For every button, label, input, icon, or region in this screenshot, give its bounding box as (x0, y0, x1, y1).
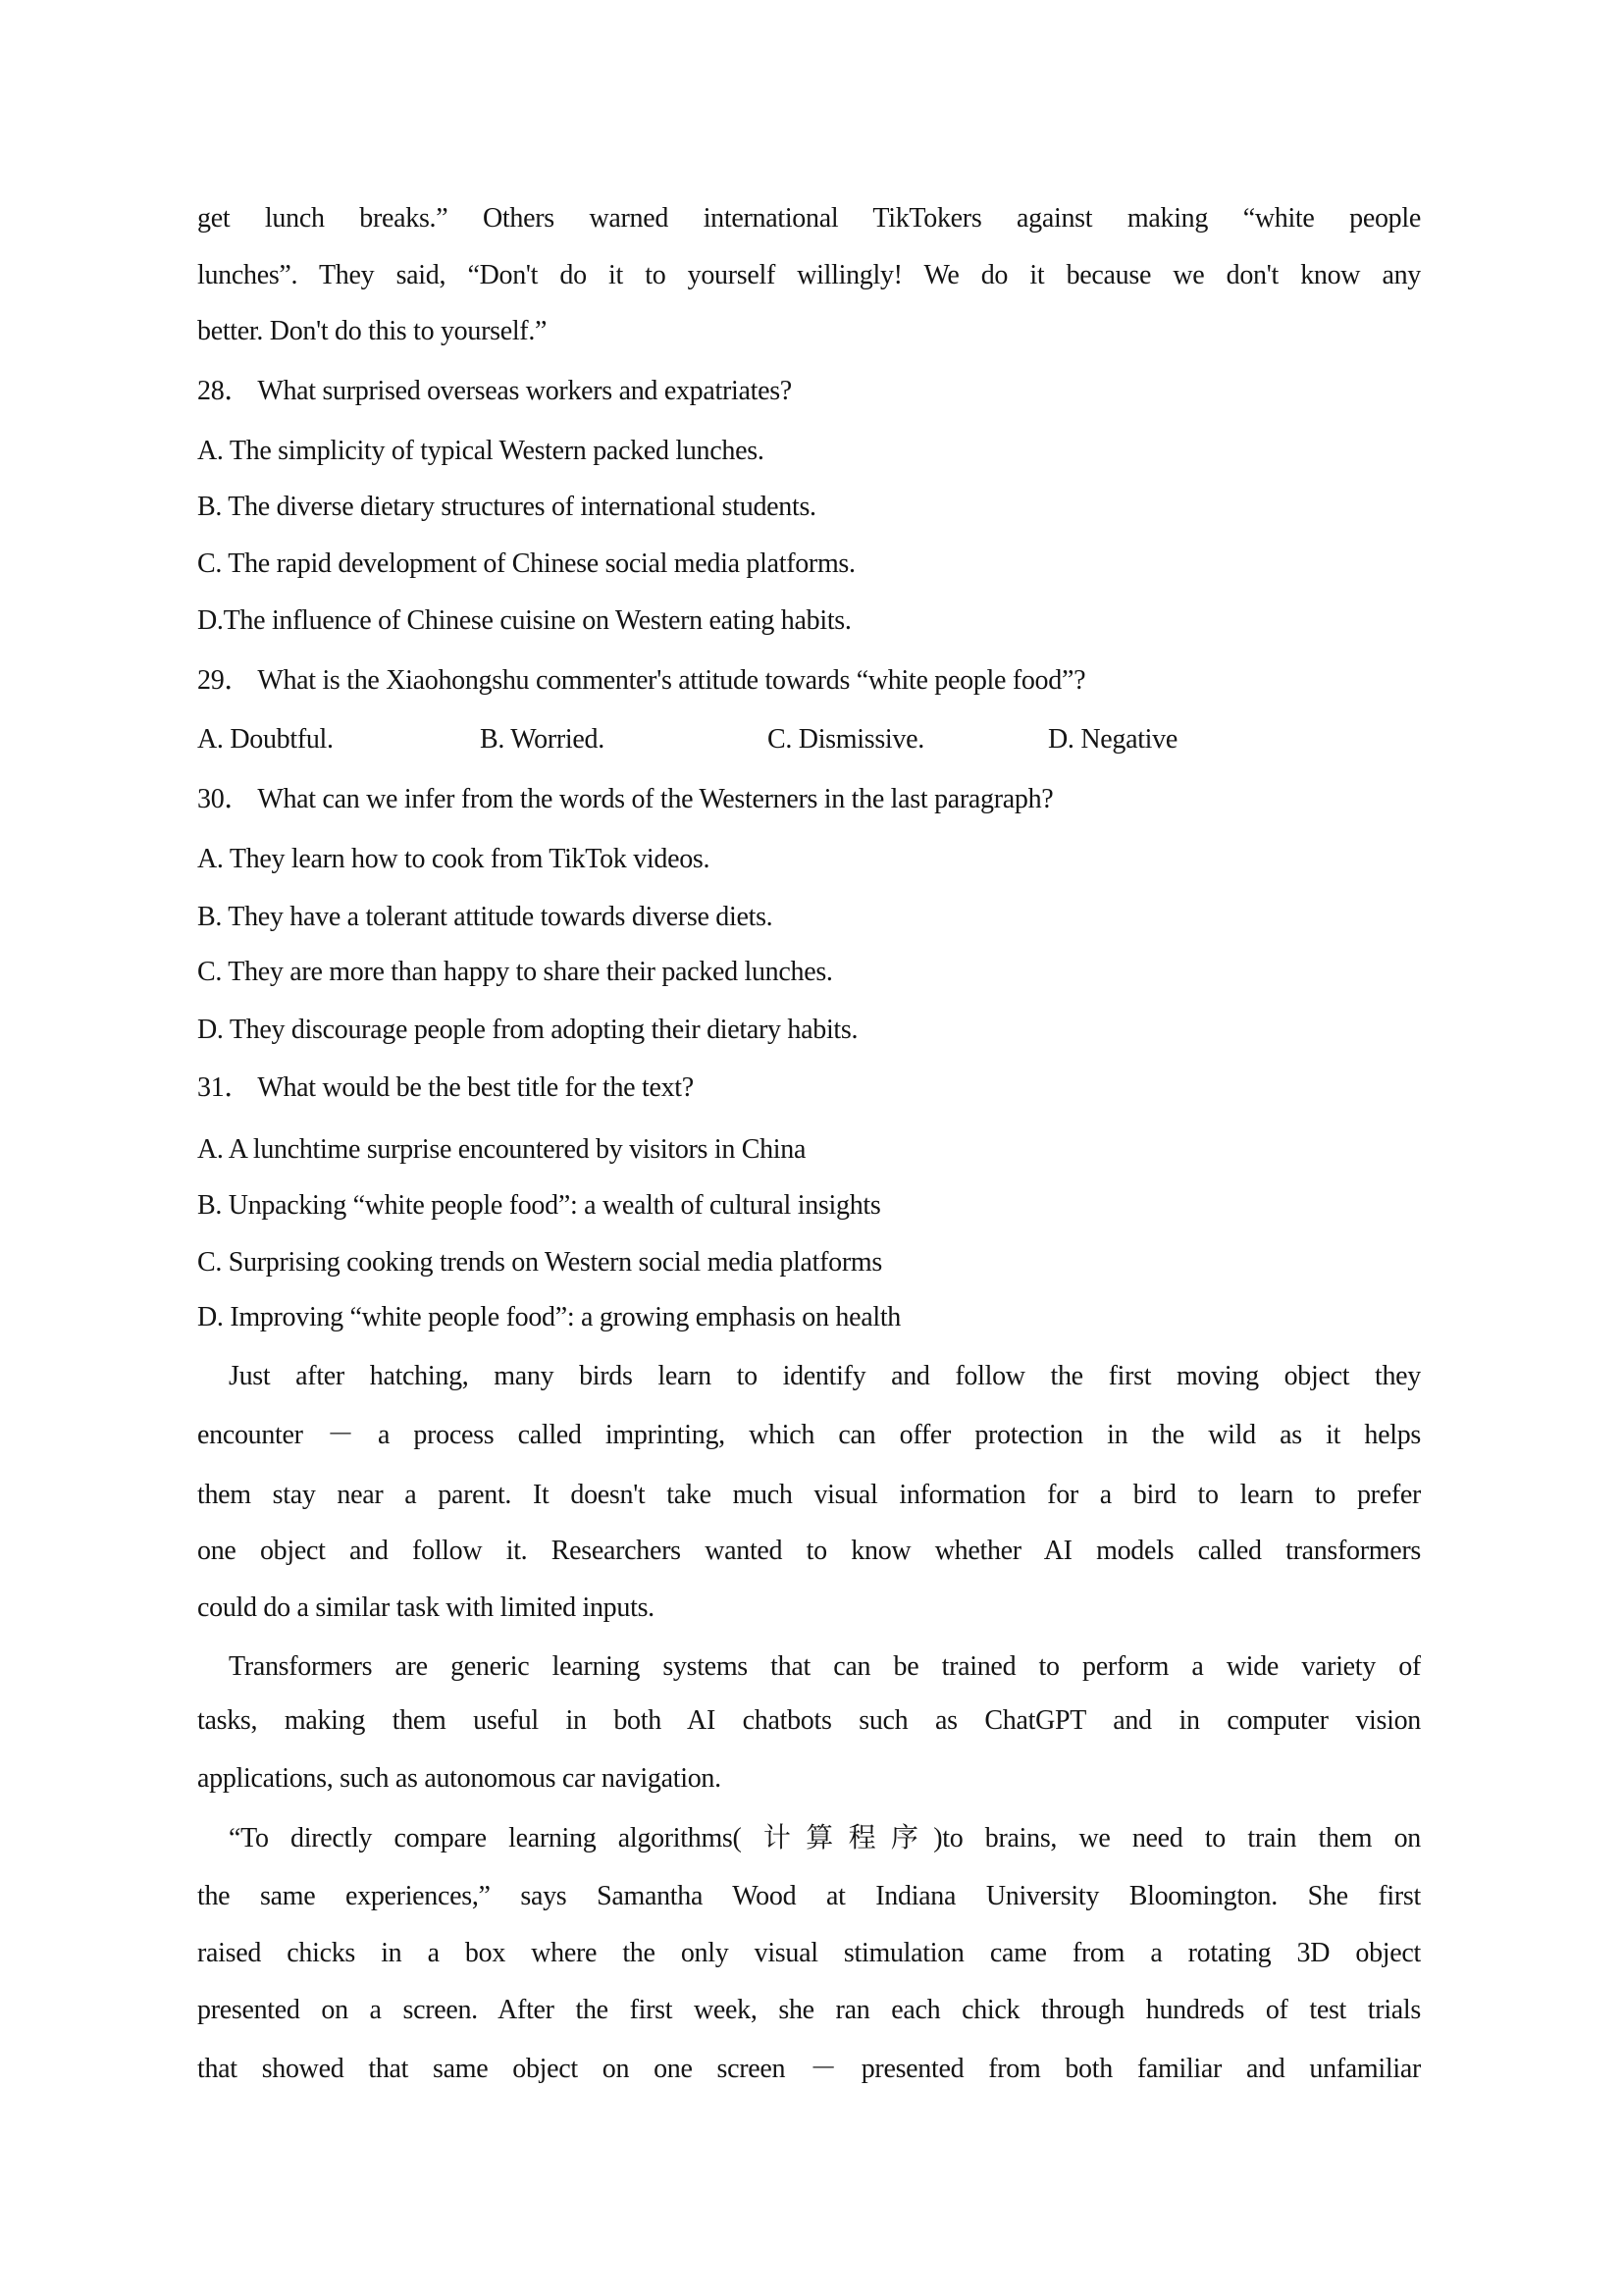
chinese-gloss: 计算程序 (762, 1821, 934, 1853)
passage-line: better. Don't do this to yourself.” (197, 316, 548, 346)
passage-line: encounter － a process called imprinting, which can offer protection in the wild as it helps (197, 1420, 1421, 1450)
options-row (197, 720, 1421, 759)
question-stem (197, 372, 1421, 411)
passage-line: applications, such as autonomous car navigation. (197, 1763, 721, 1794)
question-number: 30． (197, 784, 252, 814)
question-text: What surprised overseas workers and expatriates? (257, 376, 792, 406)
passage-line: presented on a screen. After the first week, she ran each chick through hundreds of test trials (197, 1995, 1421, 2025)
quote-start: “To directly compare learning algorithms( (229, 1823, 742, 1853)
passage-line: raised chicks in a box where the only visual stimulation came from a rotating 3D object (197, 1938, 1421, 1968)
question-text: What is the Xiaohongshu commenter's attitude towards “white people food”? (257, 665, 1086, 696)
option-a: A. They learn how to cook from TikTok videos. (197, 844, 710, 874)
passage-line: Just after hatching, many birds learn to identify and follow the first moving object they (229, 1361, 1421, 1391)
question-stem (197, 1069, 1421, 1108)
passage-line: them stay near a parent. It doesn't take much visual information for a bird to learn to prefer (197, 1480, 1421, 1510)
option-d: D. Negative (1048, 724, 1178, 755)
option-c: C. The rapid development of Chinese social media platforms. (197, 548, 856, 579)
option-b: B. Worried. (480, 724, 604, 755)
question-stem (197, 780, 1421, 819)
option-c: C. They are more than happy to share their packed lunches. (197, 957, 833, 987)
passage-line: tasks, making them useful in both AI chatbots such as ChatGPT and in computer vision (197, 1705, 1421, 1736)
option-a: A. The simplicity of typical Western packed lunches. (197, 436, 764, 466)
passage-line (229, 1818, 1421, 1857)
passage-line: that showed that same object on one screen － presented from both familiar and unfamiliar (197, 2054, 1421, 2084)
passage-line: could do a similar task with limited inputs. (197, 1592, 654, 1623)
option-d: D.The influence of Chinese cuisine on Western eating habits. (197, 605, 852, 636)
option-c: C. Dismissive. (767, 724, 924, 755)
option-a: A. A lunchtime surprise encountered by visitors in China (197, 1134, 807, 1165)
option-b: B. The diverse dietary structures of international students. (197, 492, 816, 522)
question-text: What can we infer from the words of the Westerners in the last paragraph? (257, 784, 1054, 814)
option-b: B. They have a tolerant attitude towards diverse diets. (197, 902, 773, 932)
passage-line: get lunch breaks.” Others warned international TikTokers against making “white people (197, 203, 1421, 234)
question-number: 29． (197, 665, 252, 696)
question-text: What would be the best title for the text? (257, 1072, 694, 1103)
passage-line: lunches”. They said, “Don't do it to yourself willingly! We do it because we don't know any (197, 260, 1421, 290)
option-d: D. They discourage people from adopting their dietary habits. (197, 1015, 859, 1045)
quote-rest: )to brains, we need to train them on (933, 1823, 1421, 1853)
question-number: 28． (197, 376, 252, 406)
question-stem (197, 661, 1421, 701)
passage-line: one object and follow it. Researchers wanted to know whether AI models called transformers (197, 1536, 1421, 1566)
option-b: B. Unpacking “white people food”: a wealth of cultural insights (197, 1190, 881, 1221)
passage-line: Transformers are generic learning systems that can be trained to perform a wide variety of (229, 1651, 1421, 1682)
option-c: C. Surprising cooking trends on Western social media platforms (197, 1247, 882, 1278)
question-number: 31． (197, 1072, 252, 1103)
option-d: D. Improving “white people food”: a growing emphasis on health (197, 1302, 902, 1332)
option-a: A. Doubtful. (197, 724, 334, 755)
passage-line: the same experiences,” says Samantha Wood at Indiana University Bloomington. She first (197, 1881, 1421, 1911)
